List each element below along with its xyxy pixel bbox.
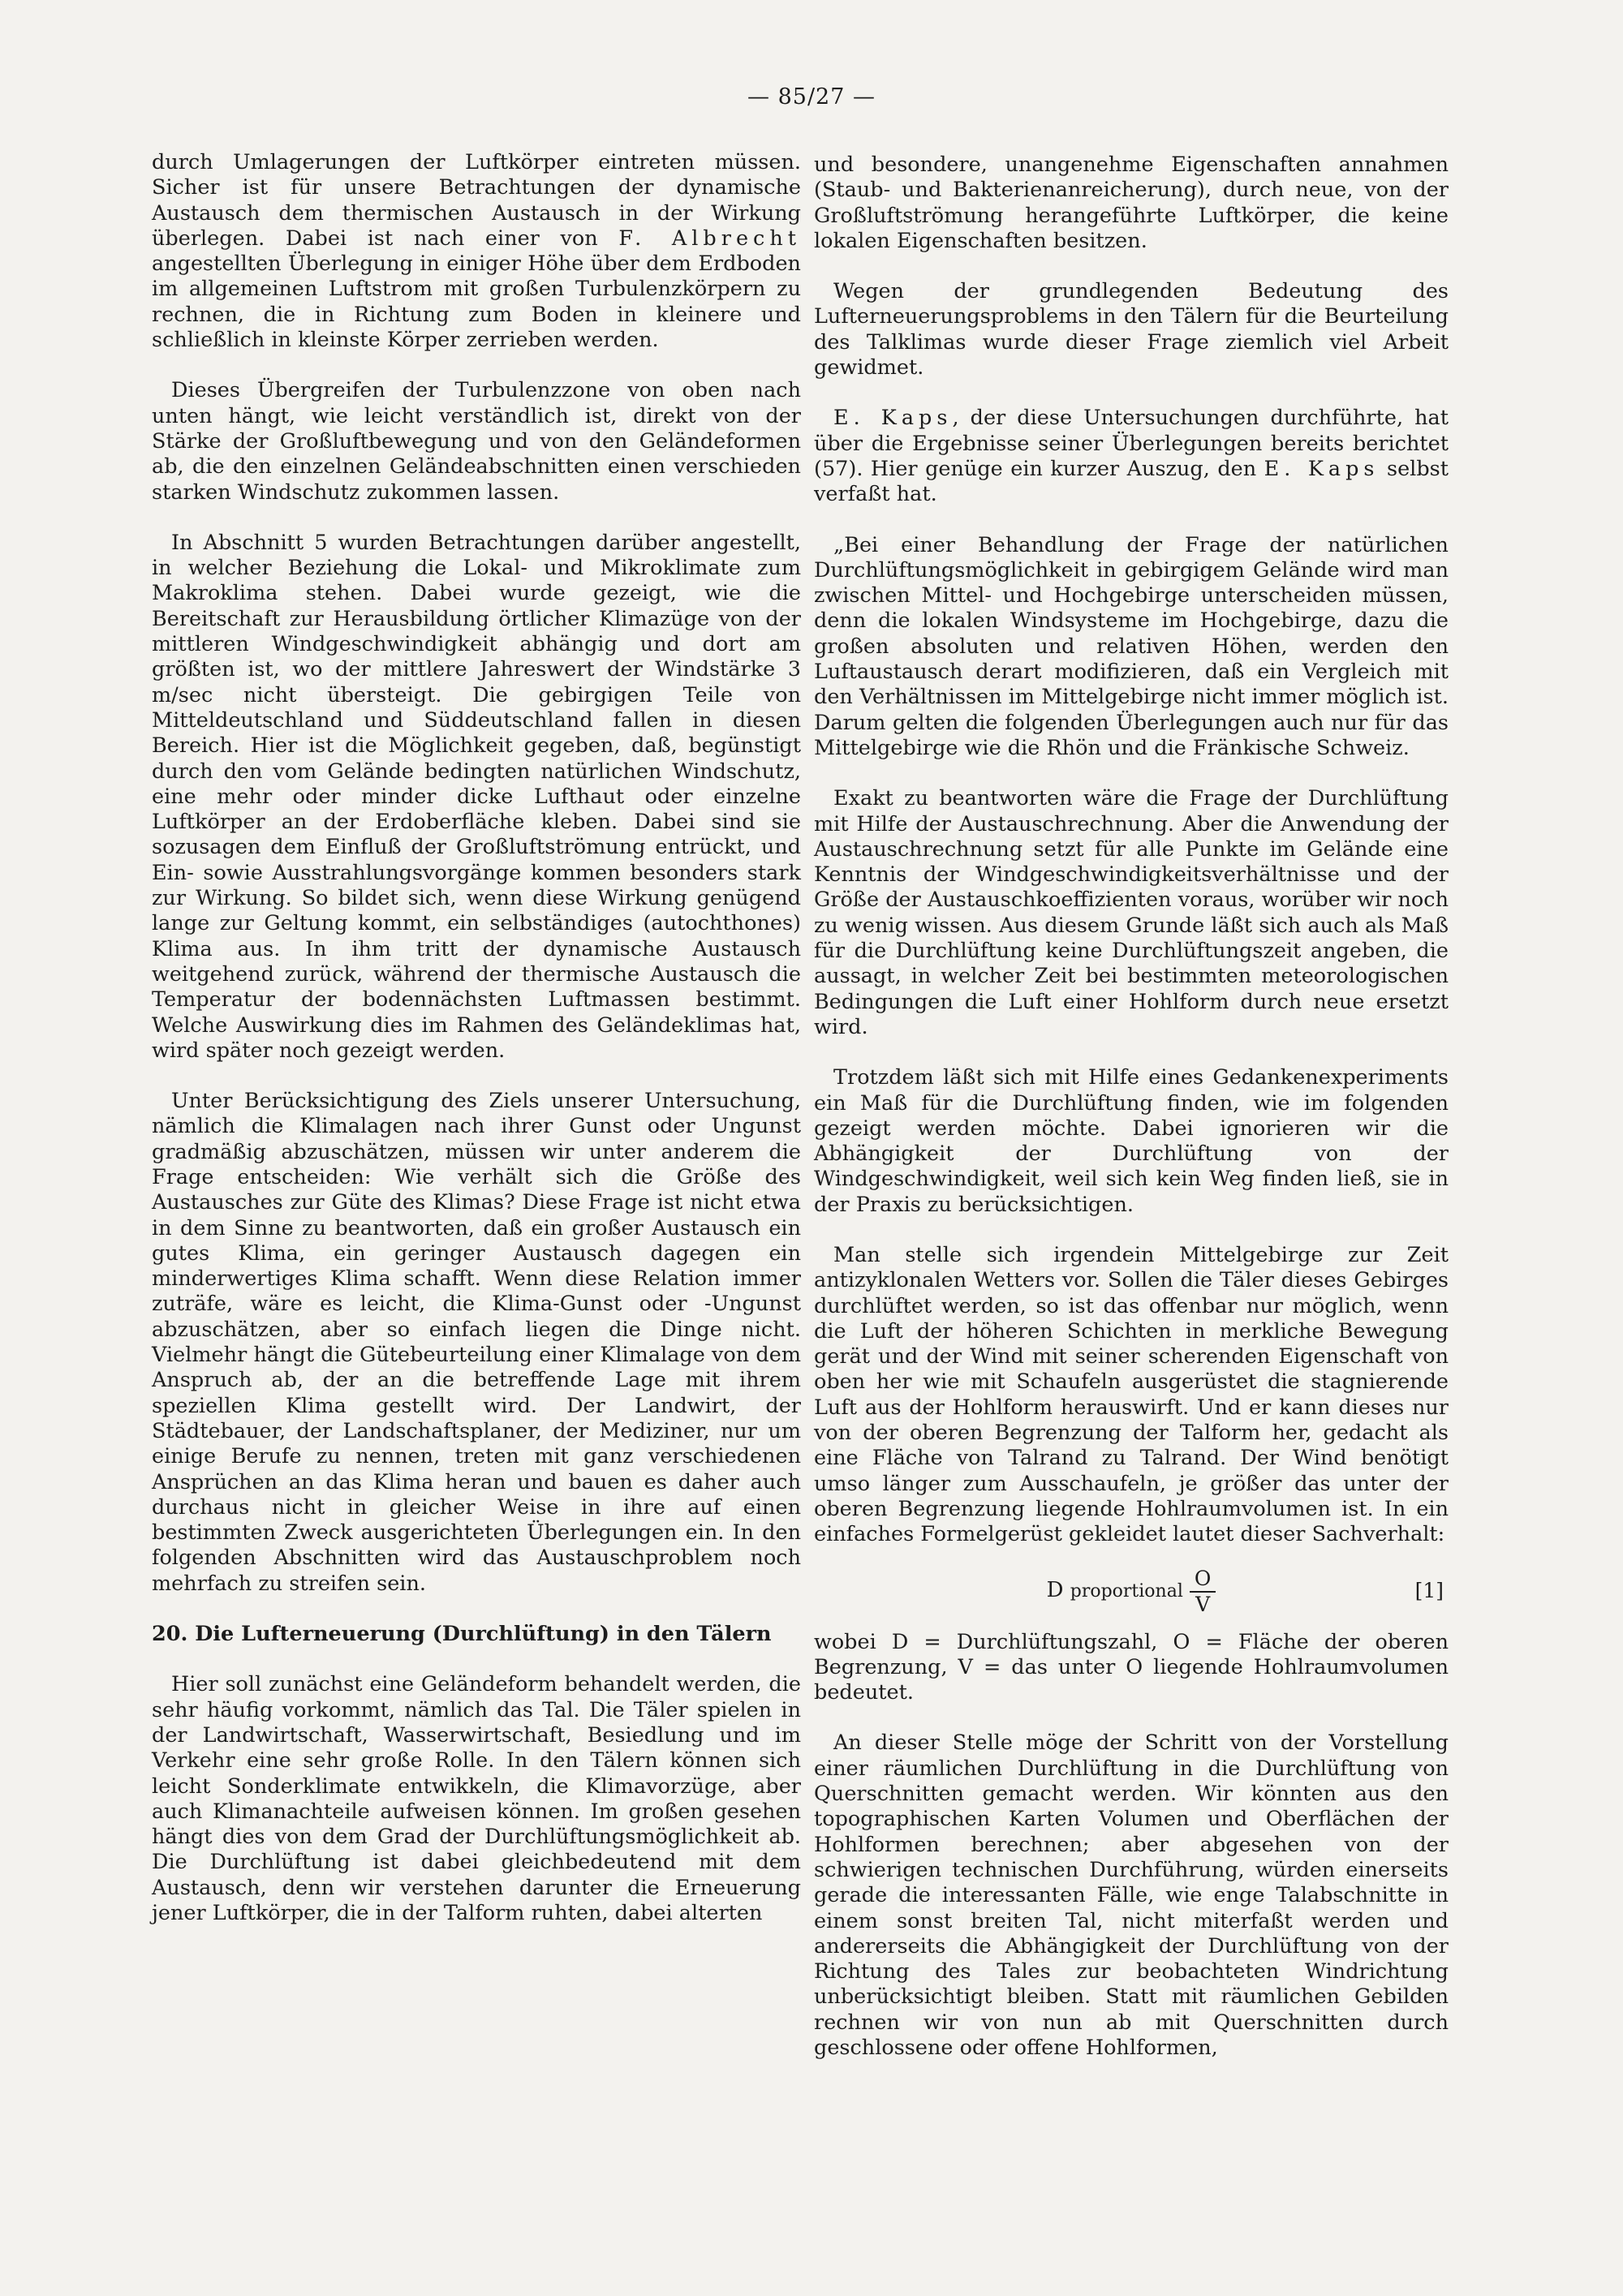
right-column (814, 153, 1449, 2086)
paragraph: Trotzdem läßt sich mit Hilfe eines Gedankenexperiments ein Maß für die Durchlüftung finden, wie im folgenden gezeigt werden möchte. Dabei ignorieren wir die Abhängigkeit der Durchlüftung von der Windgeschwindigkeit, weil sich kein Weg finden ließ, sie in der Praxis zu berücksichtigen. (814, 1065, 1449, 1217)
paragraph: und besondere, unangenehme Eigenschaften annahmen (Staub- und Bakterienanreicherung), durch neue, von der Großluftströmung herangeführte Luftkörper, die keine lokalen Eigenschaften besitzen. (814, 153, 1449, 253)
paragraph: Hier soll zunächst eine Geländeform behandelt werden, die sehr häufig vorkommt, nämlich das Tal. Die Täler spielen in der Landwirtschaft, Wasserwirtschaft, Besiedlung und im Verkehr eine sehr große Rolle. In den Tälern können sich leicht Sonderklimate entwikkeln, die Klimavorzüge, aber auch Klimanachteile aufweisen können. Im großen gesehen hängt dies von dem Grad der Durchlüftungsmöglichkeit ab. Die Durchlüftung ist dabei gleichbedeutend mit dem Austausch, denn wir verstehen darunter die Erneuerung jener Luftkörper, die in der Talform ruhten, dabei alterten (152, 1672, 801, 1925)
equation-number: [1] (1414, 1578, 1444, 1602)
paragraph: wobei D = Durchlüftungszahl, O = Fläche der oberen Begrenzung, V = das unter O liegende Hohlraumvolumen bedeutet. (814, 1629, 1449, 1705)
paragraph: Unter Berücksichtigung des Ziels unserer Untersuchung, nämlich die Klimalagen nach ihrer Gunst oder Ungunst gradmäßig abzuschätzen, müssen wir unter anderem die Frage entscheiden: Wie verhält sich die Größe des Austausches zur Güte des Klimas? Diese Frage ist nicht etwa in dem Sinne zu beantworten, daß ein großer Austausch ein gutes Klima, ein geringer Austausch dagegen ein minderwertiges Klima schafft. Wenn diese Relation immer zuträfe, wäre es leicht, die Klima-Gunst oder -Ungunst abzuschätzen, aber so einfach liegen die Dinge nicht. Vielmehr hängt die Gütebeurteilung einer Klimalage von dem Anspruch ab, der an die betreffende Lage mit ihrem speziellen Klima gestellt wird. Der Landwirt, der Städtebauer, der Landschaftsplaner, der Mediziner, nur um einige Berufe zu nennen, treten mit ganz verschiedenen Ansprüchen an das Klima heran und bauen es daher auch durchaus nicht in gleicher Weise in ihre auf einen bestimmten Zweck ausgerichteten Überlegungen ein. In den folgenden Abschnitten wird das Austauschproblem noch mehrfach zu streifen sein. (152, 1089, 801, 1596)
formula-denominator: V (1195, 1592, 1211, 1616)
section-heading: 20. Die Lufterneuerung (Durchlüftung) in den Tälern (152, 1622, 772, 1647)
formula-fraction (1190, 1567, 1216, 1617)
paragraph (152, 150, 801, 353)
formula-word: proportional (1070, 1581, 1183, 1602)
text: selbst verfaßt hat. (814, 456, 1449, 507)
quote-paragraph: „Bei einer Behandlung der Frage der natürlichen Durchlüftungsmöglichkeit in gebirgigem Gelände wird man zwischen Mittel- und Hochgebirge unterscheiden müssen, denn die lokalen Windsysteme im Hochgebirge, dazu die großen absoluten und relativen Höhen, werden den Luftaustausch derart modifizieren, daß ein Vergleich mit den Verhältnissen im Mittelgebirge nicht immer möglich ist. Darum gelten die folgenden Überlegungen auch nur für das Mittelgebirge wie die Rhön und die Fränkische Schweiz. (814, 532, 1449, 760)
paragraph: An dieser Stelle möge der Schritt von der Vorstellung einer räumlichen Durchlüftung in die Durchlüftung von Querschnitten gemacht werden. Wir könnten aus den topographischen Karten Volumen und Oberflächen der Hohlformen berechnen; aber abgesehen von der schwierigen technischen Durchführung, würden einerseits gerade die interessanten Fälle, wie enge Talabschnitte in einem sonst breiten Tal, nicht miterfaßt werden und andererseits die Abhängigkeit der Durchlüftung von der Richtung des Tales zur beobachteten Windrichtung unberücksichtigt bleiben. Statt mit räumlichen Gebilden rechnen wir von nun ab mit Querschnitten durch geschlossene oder offene Hohlformen, (814, 1731, 1449, 2060)
author-name: E. Kaps (833, 406, 953, 431)
formula (814, 1562, 1449, 1622)
page-number: — 85/27 — (747, 84, 876, 110)
paragraph: Exakt zu beantworten wäre die Frage der Durchlüftung mit Hilfe der Austauschrechnung. Aber die Anwendung der Austauschrechnung setzt für alle Punkte im Gelände eine Kenntnis der Windgeschwindigkeitsverhältnisse und der Größe der Austauschkoeffizienten voraus, worüber wir noch zu wenig wissen. Aus diesem Grunde läßt sich auch als Maß für die Durchlüftung keine Durchlüftungszeit angeben, die aussagt, in welcher Zeit bei bestimmten meteorologischen Bedingungen die Luft einer Hohlform durch neue ersetzt wird. (814, 786, 1449, 1039)
left-column (152, 150, 801, 1951)
paragraph: Man stelle sich irgendein Mittelgebirge zur Zeit antizyklonalen Wetters vor. Sollen die Täler dieses Gebirges durchlüftet werden, so ist das offenbar nur möglich, wenn die Luft der höheren Schichten in merkliche Bewegung gerät und der Wind mit seiner scherenden Eigenschaft von oben her wie mit Schaufeln ausgerüstet die stagnierende Luft aus der Hohlform herauswirft. Und er kann dieses nur von der oberen Begrenzung der Talform her, gedacht als eine Fläche von Talrand zu Talrand. Der Wind benötigt umso länger zum Ausschaufeln, je größer das unter der oberen Begrenzung liegende Hohlraumvolumen ist. In ein einfaches Formelgerüst gekleidet lautet dieser Sachverhalt: (814, 1242, 1449, 1547)
paragraph: In Abschnitt 5 wurden Betrachtungen darüber angestellt, in welcher Beziehung die Lokal- und Mikroklimate zum Makroklima stehen. Dabei wurde gezeigt, wie die Bereitschaft zur Herausbildung örtlicher Klimazüge von der mittleren Windgeschwindigkeit abhängig und dort am größten ist, wo der mittlere Jahreswert der Windstärke 3 m/sec nicht übersteigt. Die gebirgigen Teile von Mitteldeutschland und Süddeutschland fallen in diesen Bereich. Hier ist die Möglichkeit gegeben, daß, begünstigt durch den vom Gelände bedingten natürlichen Windschutz, eine mehr oder minder dicke Lufthaut oder einzelne Luftkörper an der Erdoberfläche kleben. Dabei sind sie sozusagen dem Einfluß der Großluftströmung entrückt, und Ein- sowie Ausstrahlungsvorgänge kommen besonders stark zur Wirkung. So bildet sich, wenn diese Wirkung genügend lange zur Geltung kommt, ein selbständiges (autochthones) Klima aus. In ihm tritt der dynamische Austausch weitgehend zurück, während der thermische Austausch die Temperatur der bodennächsten Luftmassen bestimmt. Welche Auswirkung dies im Rahmen des Geländeklimas hat, wird später noch gezeigt werden. (152, 530, 801, 1063)
formula-lhs (1047, 1578, 1183, 1604)
author-name: F. Albrecht (618, 226, 801, 251)
author-name: E. Kaps (1264, 456, 1380, 481)
formula-numerator: O (1190, 1567, 1216, 1593)
text: durch Umlagerungen der Luftkörper eintreten müssen. Sicher ist für unsere Betrachtungen der dynamische Austausch dem thermischen Austausch in der Wirkung überlegen. Dabei ist nach einer von (152, 150, 801, 251)
formula-variable: D (1046, 1578, 1064, 1603)
text: angestellten Überlegung in einiger Höhe über dem Erdboden im allgemeinen Luftstrom mit großen Turbulenzkörpern zu rechnen, die in Richtung zum Boden in kleinere und schließlich in kleinste Körper zerrieben werden. (152, 252, 801, 353)
text: , der diese Untersuchungen durchführte, hat über die Ergebnisse seiner Überlegungen bereits berichtet (57). Hier genüge ein kurzer Auszug, den (814, 406, 1449, 481)
paragraph: Dieses Übergreifen der Turbulenzzone von oben nach unten hängt, wie leicht verständlich ist, direkt von der Stärke der Großluftbewegung und von den Geländeformen ab, die den einzelnen Geländeabschnitten einen verschieden starken Windschutz zukommen lassen. (152, 378, 801, 505)
paragraph (814, 406, 1449, 507)
paragraph: Wegen der grundlegenden Bedeutung des Lufterneuerungsproblems in den Tälern für die Beurteilung des Talklimas wurde dieser Frage ziemlich viel Arbeit gewidmet. (814, 279, 1449, 381)
